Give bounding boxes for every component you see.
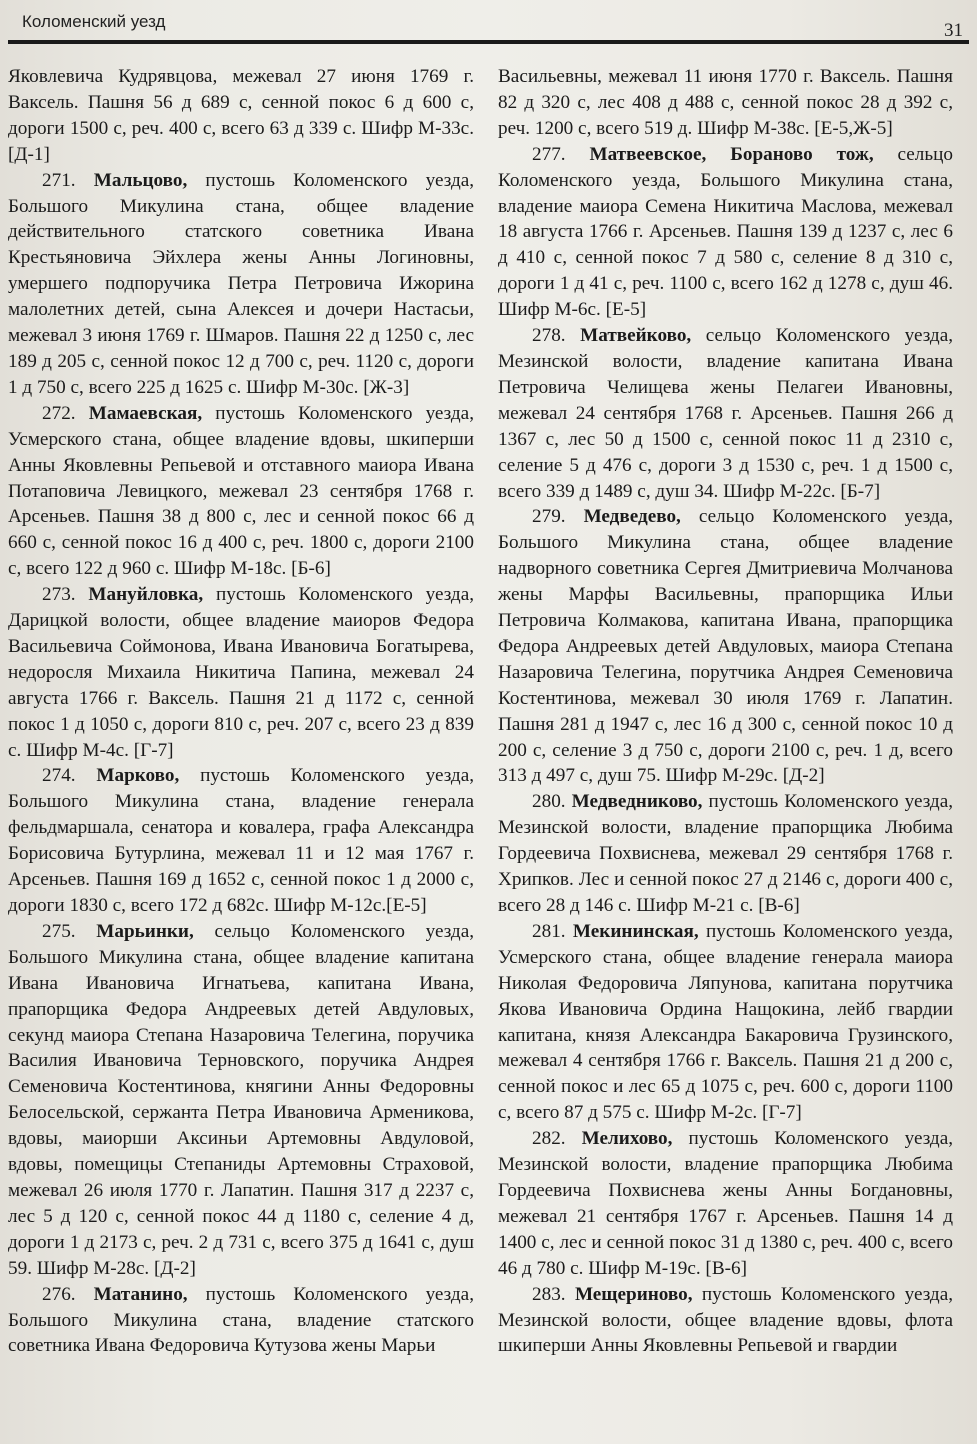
entry-276 [8, 1282, 474, 1360]
entry-text: сельцо Коломенского уезда, Большого Микулина стана, общее владение надворного советника Сергея Дмитриевича Молчанова жены Марфы Васильевны, прапорщика Ильи Петровича Колмакова, капитана Ивана, прапорщика Федора Андреевых детей Авдуловых, маиора Степана Назаровича Телегина, порутчика Андрея Семеновича Костентинова, межевал 30 июля 1769 г. Лапатин. Пашня 281 д 1947 с, лес 16 д 300 с, сенной покос 10 д 200 с, селение 3 д 750 с, дороги 2100 с, реч. 1 д, всего 313 д 497 с, душ 75. Шифр М-29с. [Д-2] [498, 506, 954, 787]
entry-text: пустошь Коломенского уезда, Мезинской волости, владение прапорщика Любима Гордеевича Похвиснева жены Анны Богдановны, межевал 21 сентября 1767 г. Арсеньев. Пашня 14 д 1400 с, лес и сенной покос 31 д 1380 с, реч. 400 с, всего 46 д 780 с. Шифр М-19с. [В-6] [498, 1128, 954, 1279]
entry-heading: Мальцово, [93, 169, 188, 191]
entry-281 [498, 919, 953, 1126]
entry-heading: Мекининская, [572, 920, 699, 942]
entry-282 [498, 1126, 953, 1281]
entry-heading: Медведниково, [571, 791, 703, 813]
entry-heading: Медведево, [583, 506, 681, 528]
entry-heading: Марково, [96, 765, 180, 787]
entry-heading: Марьинки, [96, 920, 194, 942]
entry-number: 274. [42, 765, 76, 787]
entry-277 [498, 142, 953, 323]
left-column [8, 64, 474, 1359]
entry-274 [8, 763, 474, 918]
entry-text: пустошь Коломенского уезда, Усмерского стана, общее владение генерала маиора Николая Федоровича Ляпунова, капитана порутчика Якова Ивановича Ордина Нащокина, лейб гвардии капитана, князя Александра Бакаровича Грузинского, межевал 4 сентября 1766 г. Ваксель. Пашня 21 д 200 с, сенной покос и лес 65 д 1075 с, реч. 600 с, дороги 1100 с, всего 87 д 575 с. Шифр М-2с. [Г-7] [498, 920, 954, 1124]
entry-number: 279. [532, 506, 566, 528]
entry-278 [498, 323, 953, 504]
header-rule [8, 40, 969, 44]
running-head: Коломенский уезд [22, 12, 166, 31]
continuation-paragraph: Васильевны, межевал 11 июня 1770 г. Ваксель. Пашня 82 д 320 с, лес 408 д 488 с, сенной покос 28 д 392 с, реч. 1200 с, всего 519 д. Шифр М-38с. [Е-5,Ж-5] [498, 66, 953, 139]
entry-heading: Матвеевское, Бораново тож, [589, 143, 874, 165]
entry-number: 280. [532, 791, 566, 813]
entry-text: сельцо Коломенского уезда, Большого Микулина стана, владение маиора Семена Никитича Маслова, межевал 18 августа 1766 г. Арсеньев. Пашня 139 д 1237 с, лес 6 д 410 с, сенной покос 7 д 580 с, селение 8 д 310 с, дороги 1 д 41 с, реч. 1100 с, всего 162 д 1278 с, душ 46. Шифр М-6с. [Е-5] [498, 143, 953, 321]
entry-number: 281. [532, 920, 566, 942]
entry-heading: Мануйловка, [88, 584, 204, 606]
entry-text: сельцо Коломенского уезда, Мезинской волости, владение капитана Ивана Петровича Челищева жены Пелагеи Ивановны, межевал 24 сентября 1768 г. Арсеньев. Пашня 266 д 1367 с, лес 50 д 1500 с, сенной покос 11 д 2310 с, селение 5 д 476 с, дороги 3 д 1530 с, реч. 1 д 1500 с, всего 339 д 1489 с, душ 34. Шифр М-22с. [Б-7] [498, 325, 954, 502]
entry-273 [8, 582, 474, 763]
entry-number: 282. [532, 1128, 566, 1150]
entry-text: пустошь Коломенского уезда, Большого Микулина стана, владение статского советника Ивана Федоровича Кутузова жены Марьи [8, 1283, 474, 1357]
entry-283 [498, 1282, 953, 1360]
entry-275 [8, 919, 474, 1282]
entry-number: 273. [42, 584, 76, 606]
entry-280 [498, 789, 953, 919]
entry-heading: Мещериново, [574, 1283, 693, 1305]
entry-number: 278. [532, 325, 566, 347]
entry-text: пустошь Коломенского уезда, Мезинской волости, общее владение вдовы, флота шкиперши Анны Яковлевны Репьевой и гвардии [498, 1283, 954, 1357]
entry-text: сельцо Коломенского уезда, Большого Микулина стана, общее владение капитана Ивана Ивановича Игнатьева, капитана Ивана, прапорщика Федора Андреевых детей Авдуловых, секунд маиора Степана Назаровича Телегина, поручика Василия Ивановича Терновского, поручика Андрея Семеновича Костентинова, княгини Анны Федоровны Белосельской, сержанта Петра Ивановича Арменикова, вдовы, маиорши Аксиньи Артемовны Авдуловой, вдовы, помещицы Степаниды Артемовны Страховой, межевал 26 июля 1770 г. Лапатин. Пашня 317 д 2237 с, лес 5 д 120 с, сенной покос 44 д 1180 с, селение 4 д, дороги 1 д 2173 с, реч. 2 д 731 с, всего 375 д 1641 с, душ 59. Шифр М-28с. [Д-2] [8, 920, 475, 1279]
entry-number: 272. [42, 402, 76, 424]
entry-heading: Матанино, [93, 1283, 188, 1305]
entry-text: пустошь Коломенского уезда, Дарицкой волости, общее владение маиоров Федора Васильевича Соймонова, Ивана Ивановича Богатырева, недоросля Михаила Никитича Папина, межевал 24 августа 1766 г. Ваксель. Пашня 21 д 1172 с, сенной покос 1 д 1050 с, дороги 810 с, реч. 207 с, всего 23 д 839 с. Шифр М-4с. [Г-7] [8, 584, 475, 761]
entry-271 [8, 168, 474, 401]
entry-number: 276. [42, 1283, 76, 1305]
entry-272 [8, 401, 474, 582]
continuation-paragraph: Яковлевича Кудрявцова, межевал 27 июня 1769 г. Ваксель. Пашня 56 д 689 с, сенной покос 6 д 600 с, дороги 1500 с, реч. 400 с, всего 63 д 339 с. Шифр М-33с. [Д-1] [8, 66, 474, 165]
entry-heading: Матвейково, [580, 325, 692, 347]
entry-number: 277. [532, 143, 566, 165]
right-column [498, 64, 953, 1359]
entry-text: пустошь Коломенского уезда, Мезинской волости, владение прапорщика Любима Гордеевича Похвиснева, межевал 29 сентября 1768 г. Хрипков. Лес и сенной покос 27 д 2146 с, дороги 400 с, всего 28 д 146 с. Шифр М-21 с. [В-6] [498, 791, 954, 916]
entry-text: пустошь Коломенского уезда, Усмерского стана, общее владение вдовы, шкиперши Анны Яковлевны Репьевой и отставного маиора Ивана Потаповича Левицкого, межевал 23 сентября 1768 г. Арсеньев. Пашня 38 д 800 с, лес и сенной покос 66 д 660 с, сенной покос 16 д 400 с, реч. 1800 с, дороги 2100 с, всего 122 д 960 с. Шифр М-18с. [Б-6] [8, 402, 474, 580]
entry-heading: Мелихово, [581, 1128, 673, 1150]
page-number: 31 [944, 20, 963, 41]
entry-number: 283. [532, 1283, 566, 1305]
entry-number: 275. [42, 920, 76, 942]
entry-heading: Мамаевская, [88, 402, 203, 424]
entry-text: пустошь Коломенского уезда, Большого Микулина стана, владение генерала фельдмаршала, сенатора и ковалера, графа Александра Борисовича Бутурлина, межевал 11 и 12 мая 1767 г. Арсеньев. Пашня 169 д 1652 с, сенной покос 1 д 2000 с, дороги 1830 с, всего 172 д 682с. Шифр М-12с.[Е-5] [8, 765, 475, 916]
entry-279 [498, 504, 953, 789]
entry-number: 271. [42, 169, 76, 191]
entry-text: пустошь Коломенского уезда, Большого Микулина стана, общее владение действительного статского советника Ивана Крестьяновича Эйхлера жены Анны Логиновны, умершего подпоручика Петра Петровича Ижорина малолетних детей, сына Алексея и дочери Настасьи, межевал 3 июня 1769 г. Шмаров. Пашня 22 д 1250 с, лес 189 д 205 с, сенной покос 12 д 700 с, реч. 1120 с, дороги 1 д 750 с, всего 225 д 1625 с. Шифр М-30с. [Ж-3] [8, 169, 475, 398]
